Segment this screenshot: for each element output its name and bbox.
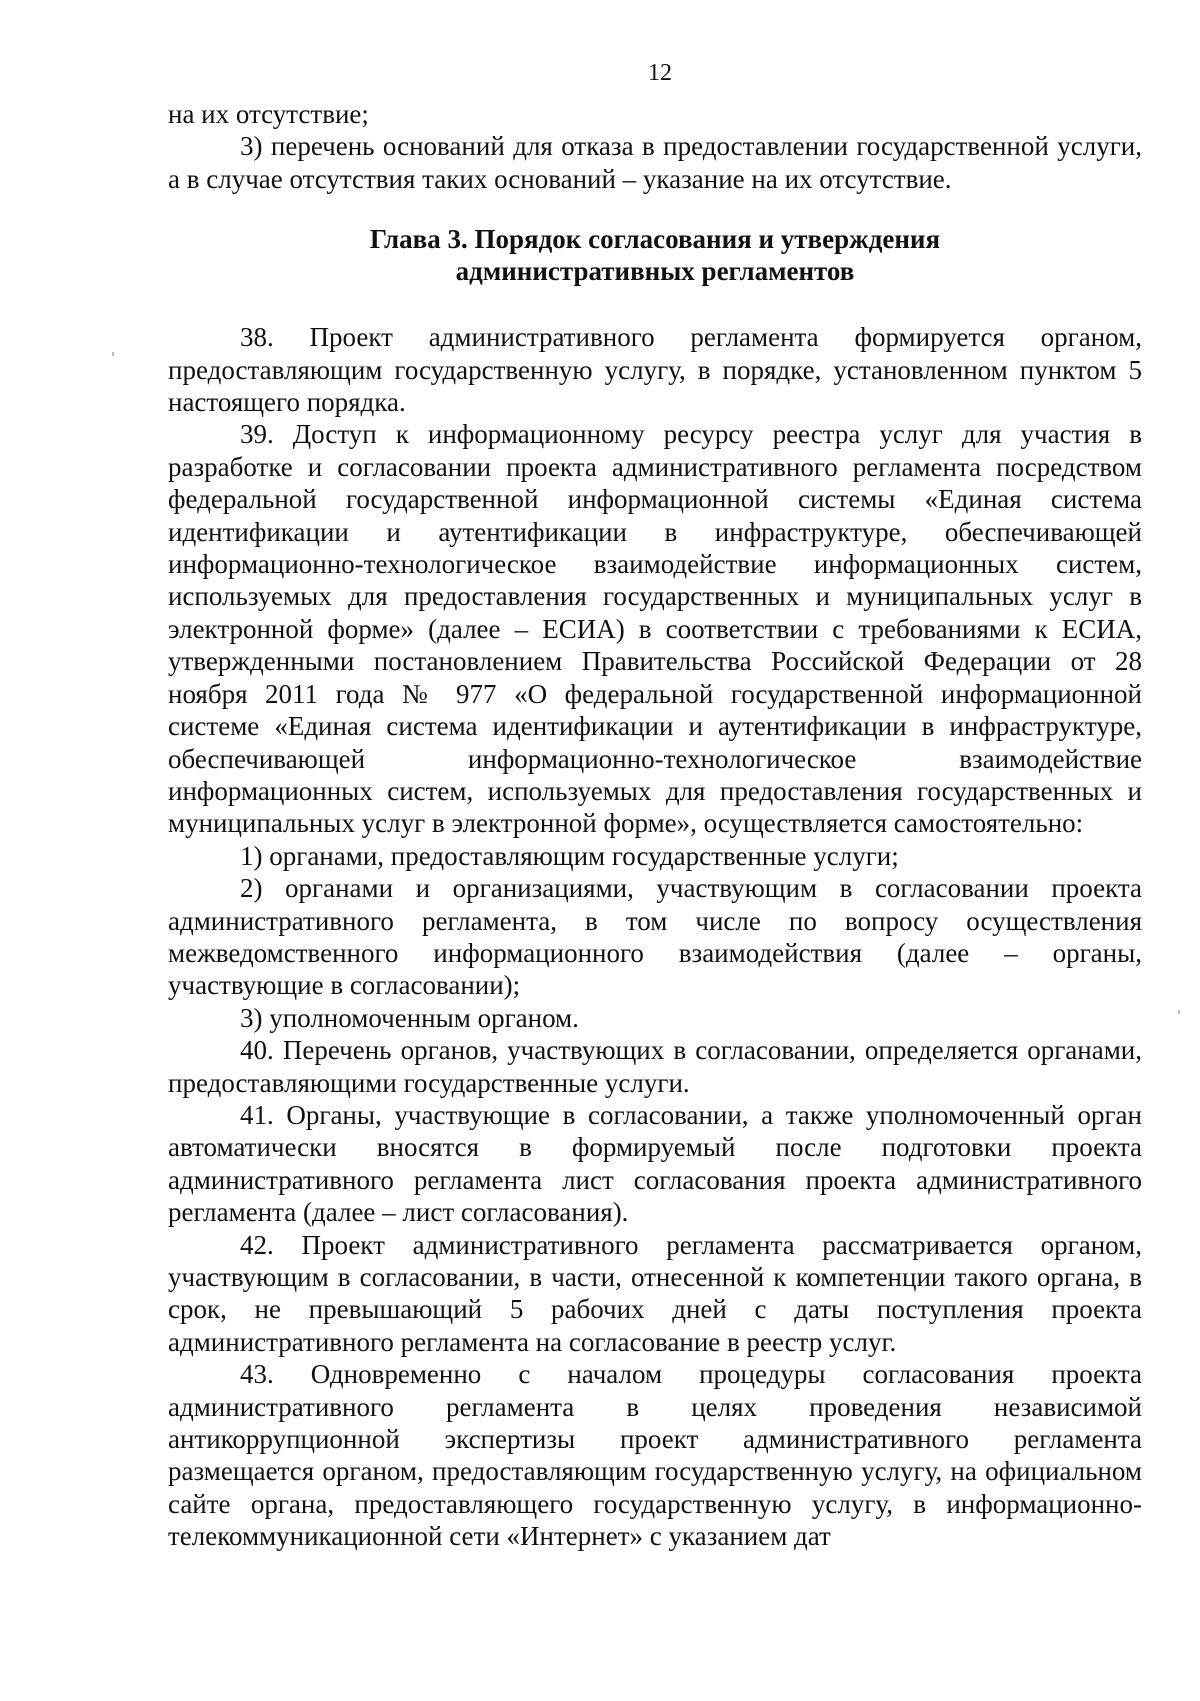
document-body bbox=[168, 98, 1142, 1553]
scan-mark-right bbox=[1178, 1010, 1180, 1014]
paragraph-41: 41. Органы, участвующие в согласовании, а также уполномоченный орган автоматически вносятся в формируемый после подготовки проекта административного регламента лист согласования проекта административного регламента (далее – лист согласования). bbox=[168, 1099, 1142, 1228]
paragraph-39-item-1: 1) органами, предоставляющим государственные услуги; bbox=[240, 840, 899, 871]
paragraph-42: 42. Проект административного регламента рассматривается органом, участвующим в согласовании, в части, отнесенной к компетенции такого органа, в срок, не превышающий 5 рабочих дней с даты поступления проекта административного регламента на согласование в реестр услуг. bbox=[168, 1229, 1142, 1357]
paragraph-38: 38. Проект административного регламента формируется органом, предоставляющим государственную услугу, в порядке, установленном пунктом 5 настоящего порядка. bbox=[168, 322, 1142, 418]
paragraph-continuation: на их отсутствие; bbox=[168, 99, 369, 129]
list-item-3: 3) перечень оснований для отказа в предоставлении государственной услуги, а в случае отсутствия таких оснований – указание на их отсутствие. bbox=[168, 131, 1142, 194]
paragraph-39-item-2: 2) органами и организациями, участвующим в согласовании проекта административного регламента, в том числе по вопросу осуществления межведомственного информационного взаимодействия (далее – органы, участвующие в согласовании); bbox=[168, 873, 1142, 1001]
page-number: 12 bbox=[648, 60, 672, 86]
scan-mark-left bbox=[112, 352, 114, 356]
paragraph-39-item-3: 3) уполномоченным органом. bbox=[240, 1002, 579, 1033]
paragraph-40: 40. Перечень органов, участвующих в согласовании, определяется органами, предоставляющими государственные услуги. bbox=[168, 1035, 1142, 1098]
chapter-title-line-2: административных регламентов bbox=[455, 256, 855, 287]
chapter-heading bbox=[168, 223, 1142, 287]
paragraph-43: 43. Одновременно с началом процедуры согласования проекта административного регламента в целях проведения независимой антикоррупционной экспертизы проект административного регламента размещается органом, предоставляющим государственную услугу, на официальном сайте органа, предоставляющего государственную услугу, в информационно-телекоммуникационной сети «Интернет» с указанием дат bbox=[168, 1359, 1142, 1552]
paragraph-39: 39. Доступ к информационному ресурсу реестра услуг для участия в разработке и согласовании проекта административного регламента посредством федеральной государственной информационной системы «Единая система идентификации и аутентификации в инфраструктуре, обеспечивающей информационно-технологическое взаимодействие информационных систем, используемых для предоставления государственных и муниципальных услуг в электронной форме» (далее – ЕСИА) в соответствии с требованиями к ЕСИА, утвержденными постановлением Правительства Российской Федерации от 28 ноября 2011 года № 977 «О федеральной государственной информационной системе «Единая система идентификации и аутентификации в инфраструктуре, обеспечивающей информационно-технологическое взаимодействие информационных систем, используемых для предоставления государственных и муниципальных услуг в электронной форме», осуществляется самостоятельно: bbox=[168, 419, 1142, 839]
chapter-title-line-1: Глава 3. Порядок согласования и утверждения bbox=[369, 224, 941, 255]
